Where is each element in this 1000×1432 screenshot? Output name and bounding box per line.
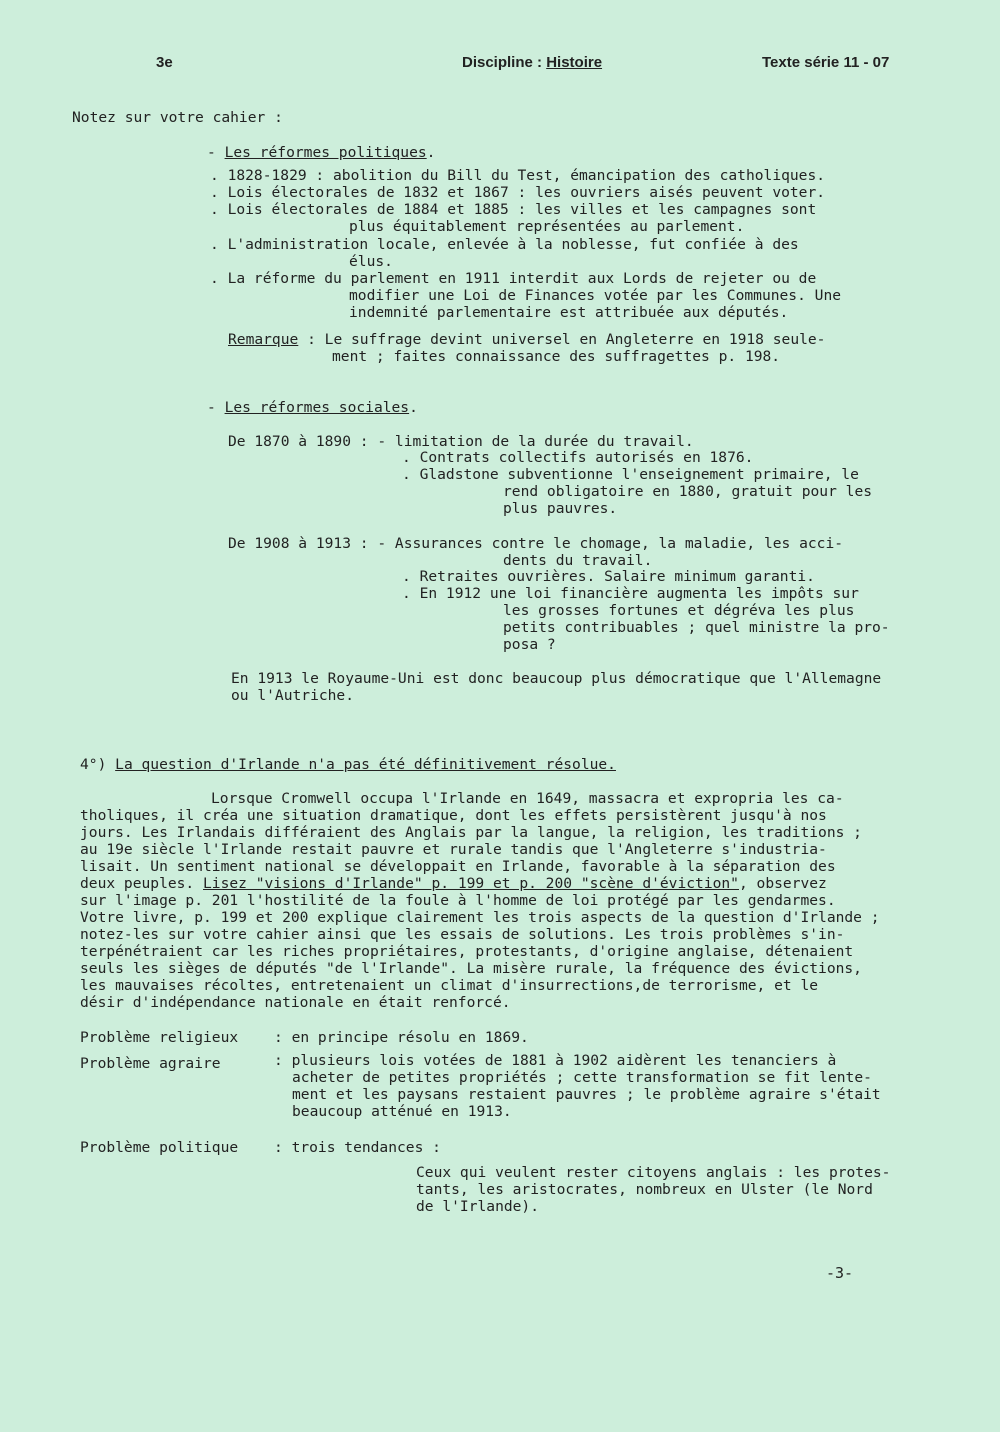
agrarian-problem-text: : plusieurs lois votées de 1881 à 1902 aidèrent les tenanciers à bbox=[274, 1052, 837, 1069]
page-number: -3- bbox=[826, 1264, 854, 1282]
social-line: petits contribuables ; quel ministre la pro- bbox=[503, 619, 890, 636]
ireland-paragraph-line: tholiques, il créa une situation dramatique, dont les effets persistèrent jusqu'à nos bbox=[80, 807, 827, 824]
ireland-paragraph-line: lisait. Un sentiment national se développait en Irlande, favorable à la séparation des bbox=[80, 858, 836, 875]
political-item: indemnité parlementaire est attribuée aux députés. bbox=[349, 304, 789, 321]
political-problem-text: : trois tendances : bbox=[274, 1139, 441, 1156]
political-tendency-line: tants, les aristocrates, nombreux en Ulster (le Nord bbox=[416, 1181, 873, 1198]
political-tendency-line: de l'Irlande). bbox=[416, 1198, 540, 1215]
political-problem-label: Problème politique bbox=[80, 1139, 239, 1156]
social-line: . Contrats collectifs autorisés en 1876. bbox=[402, 449, 754, 466]
political-item: . Lois électorales de 1832 et 1867 : les ouvriers aisés peuvent voter. bbox=[210, 184, 826, 201]
class-level: 3e bbox=[156, 54, 173, 71]
agrarian-problem-text: acheter de petites propriétés ; cette transformation se fit lente- bbox=[292, 1069, 872, 1086]
social-conclusion: ou l'Autriche. bbox=[231, 687, 355, 704]
social-line: posa ? bbox=[503, 636, 556, 653]
ireland-paragraph-line: jours. Les Irlandais différaient des Anglais par la langue, la religion, les traditions ; bbox=[80, 824, 862, 841]
agrarian-problem-label: Problème agraire bbox=[80, 1055, 221, 1072]
social-line: . Gladstone subventionne l'enseignement primaire, le bbox=[402, 466, 859, 483]
ireland-paragraph-line: au 19e siècle l'Irlande restait pauvre et rurale tandis que l'Angleterre s'industria- bbox=[80, 841, 827, 858]
social-line: dents du travail. bbox=[503, 552, 653, 569]
intro-line: Notez sur votre cahier : bbox=[72, 109, 283, 126]
social-line: plus pauvres. bbox=[503, 500, 618, 517]
political-tendency-line: Ceux qui veulent rester citoyens anglais : les protes- bbox=[416, 1164, 891, 1181]
ireland-paragraph-line: Votre livre, p. 199 et 200 explique clairement les trois aspects de la question d'Irlande ; bbox=[80, 909, 880, 926]
social-line: . Retraites ouvrières. Salaire minimum garanti. bbox=[402, 568, 815, 585]
ireland-paragraph-line: Lorsque Cromwell occupa l'Irlande en 1649, massacra et expropria les ca- bbox=[211, 790, 844, 807]
ireland-paragraph-line: sur l'image p. 201 l'hostilité de la foule à l'homme de loi protégé par les gendarmes. bbox=[80, 892, 836, 909]
religious-problem-label: Problème religieux bbox=[80, 1029, 239, 1046]
remark-line: ment ; faites connaissance des suffragettes p. 198. bbox=[332, 348, 781, 365]
religious-problem-text: : en principe résolu en 1869. bbox=[274, 1029, 529, 1046]
political-item: . Lois électorales de 1884 et 1885 : les villes et les campagnes sont bbox=[210, 201, 817, 218]
social-line: . En 1912 une loi financière augmenta les impôts sur bbox=[402, 585, 859, 602]
ireland-paragraph-line: terpénétraient car les riches propriétaires, protestants, d'origine anglaise, détenaient bbox=[80, 943, 854, 960]
political-item: plus équitablement représentées au parlement. bbox=[349, 218, 745, 235]
social-line: De 1908 à 1913 : - Assurances contre le chomage, la maladie, les acci- bbox=[228, 535, 844, 552]
remark-line: Remarque : Le suffrage devint universel en Angleterre en 1918 seule- bbox=[228, 331, 826, 348]
ireland-paragraph-line: deux peuples. Lisez "visions d'Irlande" p. 199 et p. 200 "scène d'éviction", observez bbox=[80, 875, 827, 892]
discipline-label: Discipline : bbox=[462, 54, 547, 71]
series-reference: Texte série 11 - 07 bbox=[762, 54, 890, 71]
social-heading: - Les réformes sociales. bbox=[207, 399, 418, 416]
political-item: élus. bbox=[349, 253, 393, 270]
ireland-paragraph-line: désir d'indépendance nationale en était renforcé. bbox=[80, 994, 511, 1011]
agrarian-problem-text: ment et les paysans restaient pauvres ; le problème agraire s'était bbox=[292, 1086, 881, 1103]
agrarian-problem-text: beaucoup atténué en 1913. bbox=[292, 1103, 512, 1120]
ireland-paragraph-line: seuls les sièges de députés "de l'Irlande". La misère rurale, la fréquence des évictions, bbox=[80, 960, 862, 977]
political-item: . La réforme du parlement en 1911 interdit aux Lords de rejeter ou de bbox=[210, 270, 817, 287]
political-item: . 1828-1829 : abolition du Bill du Test, émancipation des catholiques. bbox=[210, 167, 826, 184]
political-heading: - Les réformes politiques. bbox=[207, 144, 436, 161]
ireland-heading: 4°) La question d'Irlande n'a pas été définitivement résolue. bbox=[80, 756, 616, 773]
discipline-header bbox=[462, 54, 602, 71]
social-line: rend obligatoire en 1880, gratuit pour les bbox=[503, 483, 873, 500]
ireland-paragraph-line: notez-les sur votre cahier ainsi que les essais de solutions. Les trois problèmes s'in- bbox=[80, 926, 845, 943]
remark-label: Remarque bbox=[228, 331, 299, 348]
discipline-value: Histoire bbox=[546, 54, 603, 71]
political-item: modifier une Loi de Finances votée par les Communes. Une bbox=[349, 287, 842, 304]
reading-reference: Lisez "visions d'Irlande" p. 199 et p. 200 "scène d'éviction" bbox=[203, 875, 739, 892]
social-line: les grosses fortunes et dégréva les plus bbox=[503, 602, 855, 619]
social-line: De 1870 à 1890 : - limitation de la durée du travail. bbox=[228, 433, 694, 450]
social-conclusion: En 1913 le Royaume-Uni est donc beaucoup plus démocratique que l'Allemagne bbox=[231, 670, 882, 687]
ireland-paragraph-line: les mauvaises récoltes, entretenaient un climat d'insurrections,de terrorisme, et le bbox=[80, 977, 819, 994]
political-item: . L'administration locale, enlevée à la noblesse, fut confiée à des bbox=[210, 236, 799, 253]
